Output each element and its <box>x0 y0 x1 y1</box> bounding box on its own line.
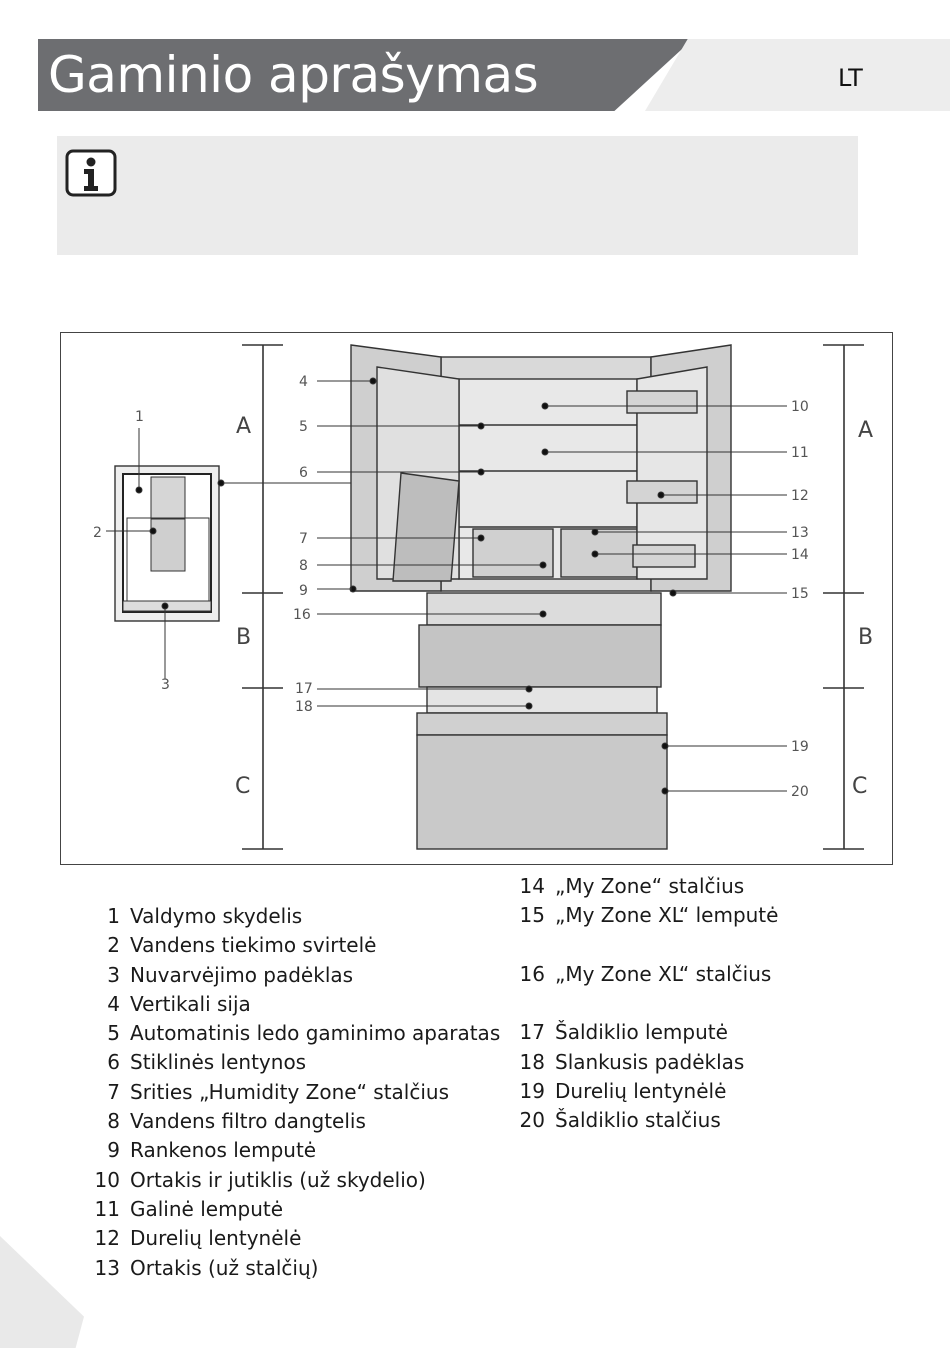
legend-item: 19 Durelių lentynėlė <box>519 1079 727 1104</box>
legend-item: 11 Galinė lemputė <box>94 1196 284 1221</box>
page-corner-decoration <box>0 1236 84 1348</box>
refrigerator-diagram <box>60 332 893 865</box>
legend-item: 3 Nuvarvėjimo padėklas <box>107 962 354 987</box>
legend-item: 2 Vandens tiekimo svirtelė <box>107 933 377 958</box>
zone-label-right-a: A <box>858 418 874 443</box>
callout-19: 19 <box>791 739 809 755</box>
legend-item: 13 Ortakis (už stalčių) <box>94 1255 319 1280</box>
legend-item: 5 Automatinis ledo gaminimo aparatas <box>107 1021 501 1046</box>
legend-spacer <box>513 931 778 960</box>
language-code: LT <box>838 64 863 92</box>
callout-2: 2 <box>93 525 102 541</box>
callout-5: 5 <box>299 419 308 435</box>
header-tab <box>645 39 950 111</box>
legend-item: 1 Valdymo skydelis <box>107 904 303 928</box>
callout-13: 13 <box>791 525 809 541</box>
zone-label-left-c: C <box>235 774 251 799</box>
legend-right-column <box>513 872 778 1136</box>
legend-item: 9 Rankenos lemputė <box>107 1138 317 1163</box>
callout-20: 20 <box>791 784 809 800</box>
info-icon <box>65 149 117 197</box>
legend-item: 8 Vandens filtro dangtelis <box>107 1109 366 1134</box>
callout-9: 9 <box>299 583 308 599</box>
legend-item: 10 Ortakis ir jutiklis (už skydelio) <box>94 1167 426 1192</box>
callout-7: 7 <box>299 531 308 547</box>
callout-8: 8 <box>299 558 308 574</box>
legend-item: 17 Šaldiklio lemputė <box>519 1020 728 1045</box>
legend-item: 7 Srities „Humidity Zone“ stalčius <box>107 1079 450 1104</box>
callout-10: 10 <box>791 399 809 415</box>
dispenser-inset <box>115 466 219 621</box>
zone-label-left-b: B <box>236 625 252 650</box>
callout-3: 3 <box>161 677 170 693</box>
legend-item: 14 „My Zone“ stalčius <box>519 874 745 898</box>
page-title: Gaminio aprašymas <box>48 46 539 104</box>
legend-item: 16 „My Zone XL“ stalčius <box>519 961 772 986</box>
legend-item: 18 Slankusis padėklas <box>519 1049 745 1074</box>
legend-left-column <box>88 902 500 1283</box>
legend-item: 6 Stiklinės lentynos <box>107 1050 307 1075</box>
info-note-box <box>57 136 858 255</box>
callout-15: 15 <box>791 586 809 602</box>
legend-item: 4 Vertikali sija <box>107 991 251 1016</box>
legend-item: 15 „My Zone XL“ lemputė <box>519 903 779 928</box>
callout-11: 11 <box>791 445 809 461</box>
legend-spacer <box>513 989 778 1018</box>
zone-label-right-c: C <box>852 774 868 799</box>
callout-17: 17 <box>295 681 313 697</box>
diagram-drawing <box>61 333 892 864</box>
callout-14: 14 <box>791 547 809 563</box>
zone-label-left-a: A <box>236 414 252 439</box>
zone-label-right-b: B <box>858 625 874 650</box>
refrigerator-body <box>351 345 731 849</box>
callout-12: 12 <box>791 488 809 504</box>
callout-1: 1 <box>135 409 144 425</box>
callout-16: 16 <box>293 607 311 623</box>
callout-6: 6 <box>299 465 308 481</box>
callout-4: 4 <box>299 374 308 390</box>
legend-item: 12 Durelių lentynėlė <box>94 1226 302 1251</box>
callout-18: 18 <box>295 699 313 715</box>
legend-item: 20 Šaldiklio stalčius <box>519 1108 721 1133</box>
